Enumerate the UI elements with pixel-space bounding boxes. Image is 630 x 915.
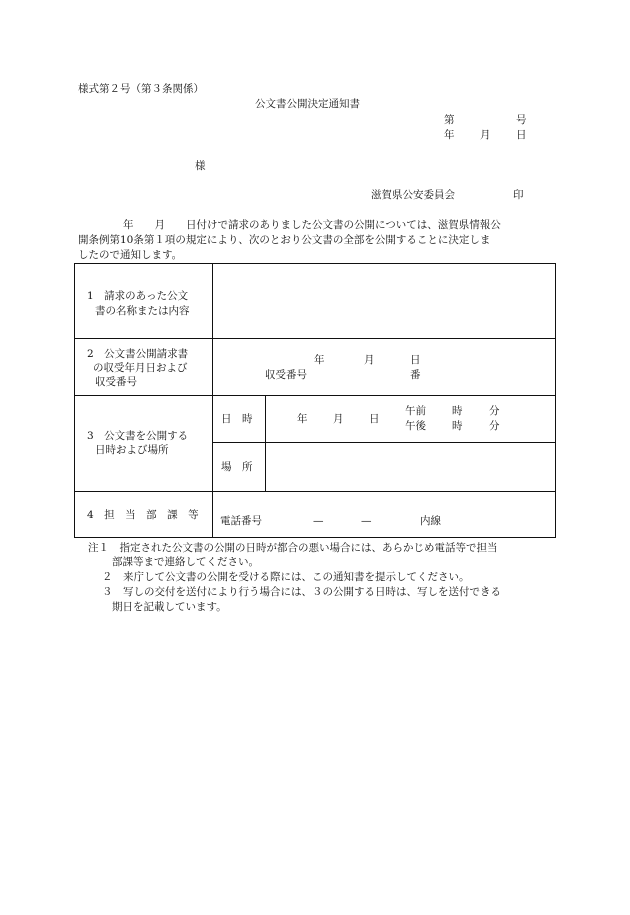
row1-label-line1: 1 請求のあった公文 xyxy=(87,290,189,302)
row2-label-line2: の収受年月日および xyxy=(93,362,188,374)
row3-am-ji: 時 xyxy=(452,405,463,417)
body-line-3: したので通知します。 xyxy=(78,249,183,261)
seal-mark: 印 xyxy=(513,189,524,201)
row2-receipt-label: 収受番号 xyxy=(265,369,307,381)
note-2: ２ 来庁して公文書の公開を受ける際には、この通知書を提示してください。 xyxy=(102,571,470,583)
row4-extension: 内線 xyxy=(420,515,441,527)
note-1-line2: 部課等まで連絡してください。 xyxy=(112,556,259,568)
addressee-sama: 様 xyxy=(195,160,206,172)
row3-label-line1: 3 公文書を公開する xyxy=(87,430,189,442)
row3-hi: 日 xyxy=(369,413,380,425)
row3-tsuki: 月 xyxy=(333,413,344,425)
form-number: 様式第２号（第３条関係） xyxy=(78,83,204,95)
row1-label-line2: 書の名称または内容 xyxy=(95,305,190,317)
note-3-line2: 期日を記載しています。 xyxy=(112,601,227,613)
body-line-1: 年 月 日付けで請求のありました公文書の公開については、滋賀県情報公 xyxy=(123,219,501,231)
row3-nen: 年 xyxy=(297,413,308,425)
row4-phone-label: 電話番号 xyxy=(220,515,262,527)
row3-basho-label: 場 所 xyxy=(221,461,253,473)
date-nen: 年 xyxy=(444,129,455,141)
note-1-line1: 注１ 指定された公文書の公開の日時が都合の悪い場合には、あらかじめ電話等で担当 xyxy=(88,542,498,554)
row3-pm: 午後 xyxy=(405,420,426,432)
sender-name: 滋賀県公安委員会 xyxy=(371,189,455,201)
row2-label-line3: 収受番号 xyxy=(95,376,137,388)
body-line-2: 開条例第10条第１項の規定により、次のとおり公文書の全部を公開することに決定しま xyxy=(78,234,491,246)
row3-pm-ji: 時 xyxy=(452,420,463,432)
row4-label: 4 担 当 部 課 等 xyxy=(87,509,199,521)
number-dai: 第 xyxy=(444,114,455,126)
number-go: 号 xyxy=(516,114,527,126)
row4-dash-2: — xyxy=(361,515,372,527)
row3-nichiji-label: 日 時 xyxy=(221,413,253,425)
row3-label-line2: 日時および場所 xyxy=(95,444,169,456)
note-3-line1: ３ 写しの交付を送付により行う場合には、３の公開する日時は、写しを送付できる xyxy=(102,586,501,598)
row4-dash-1: — xyxy=(313,515,324,527)
date-hi: 日 xyxy=(516,129,527,141)
row3-am: 午前 xyxy=(405,405,426,417)
document-title: 公文書公開決定通知書 xyxy=(255,98,360,110)
row2-hi: 日 xyxy=(410,354,421,366)
row2-ban: 番 xyxy=(410,369,421,381)
row2-nen: 年 xyxy=(314,354,325,366)
row2-label-line1: 2 公文書公開請求書 xyxy=(87,348,189,360)
row2-tsuki: 月 xyxy=(364,354,375,366)
date-tsuki: 月 xyxy=(480,129,491,141)
row3-pm-fun: 分 xyxy=(489,420,500,432)
row3-am-fun: 分 xyxy=(489,405,500,417)
